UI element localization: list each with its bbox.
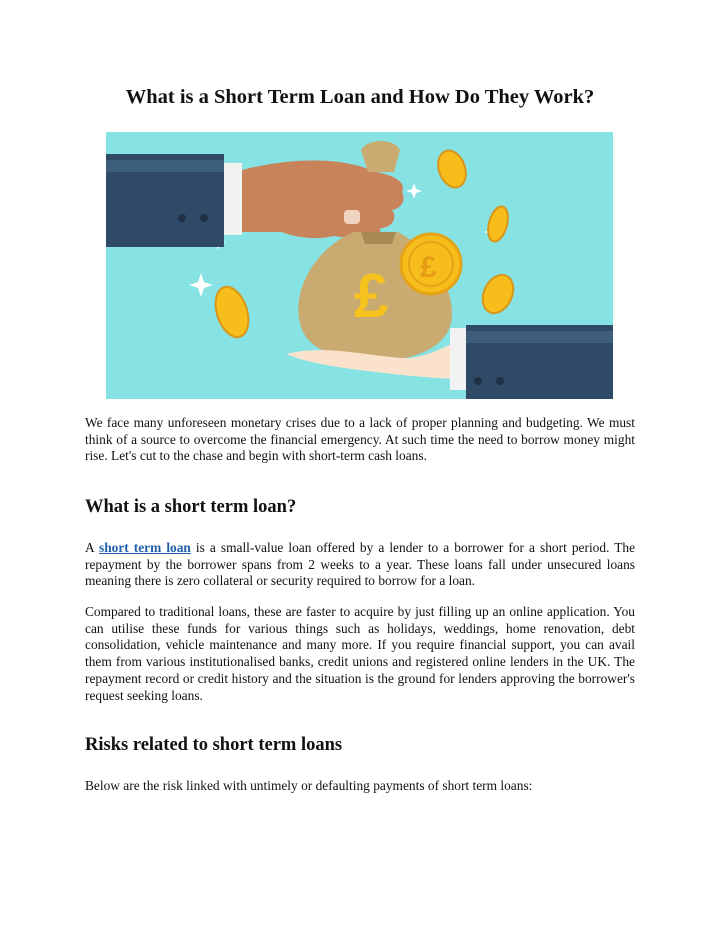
giving-hand — [242, 160, 404, 240]
loan-illustration — [106, 132, 613, 399]
comparison-paragraph: Compared to traditional loans, these are faster to acquire by just filling up an online application. You can utilise these funds for various things such as holidays, weddings, home renovation, debt consolidation, vehicle maintenance and many more. If you require financial support, you can avail them from various institutionalised banks, credit unions and registered online lenders in the UK. The repayment record or credit history and the situation is the ground for lenders approving the borrower's request seeking loans. — [85, 604, 635, 703]
hero-illustration — [106, 132, 613, 399]
svg-text:£: £ — [420, 251, 437, 284]
intro-paragraph: We face many unforeseen monetary crises due to a lack of proper planning and budgeting. We must think of a source to overcome the financial emergency. At such time the need to borrow money might rise. Let's cut to the chase and begin with short-term cash loans. — [85, 415, 635, 464]
cuff-top — [224, 163, 242, 235]
definition-prefix: A — [85, 540, 99, 555]
pound-icon: £ — [354, 262, 389, 331]
page-title: What is a Short Term Loan and How Do They Work? — [125, 86, 595, 108]
risks-paragraph: Below are the risk linked with untimely or defaulting payments of short term loans: — [85, 778, 533, 793]
cuff-bottom — [450, 328, 466, 390]
short-term-loan-link[interactable]: short term loan — [98, 540, 191, 555]
bag-top — [361, 141, 400, 172]
definition-text: is a small-value loan offered by a lender to a borrower for a short period. The repayment by the borrower spans from 2 weeks to a year. These loans fall under unsecured loans meaning there is zero collateral or security required to borrow for a loan. — [85, 540, 636, 589]
section-heading-risks: Risks related to short term loans — [85, 735, 343, 755]
definition-paragraph — [85, 540, 635, 590]
section-heading-what-is: What is a short term loan? — [85, 497, 297, 517]
